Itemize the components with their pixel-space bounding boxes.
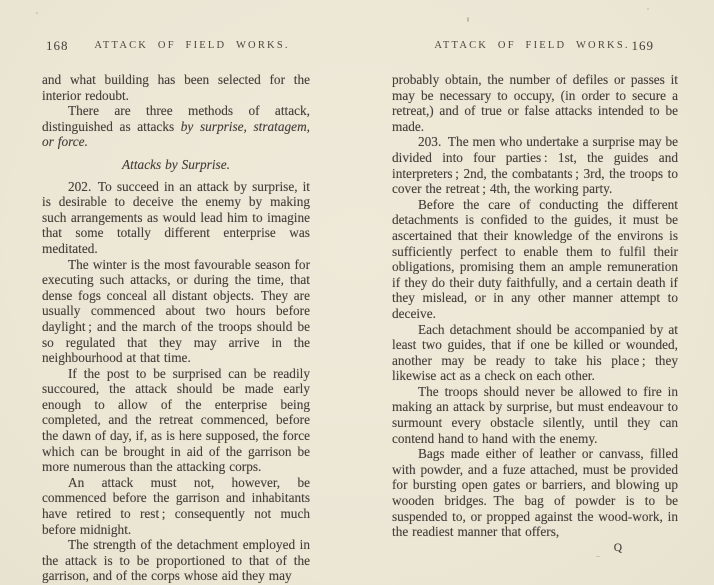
paragraph <box>42 179 310 257</box>
body-text: There are three methods of attack, distinguished as attacks <box>42 103 310 134</box>
body-text: An attack must not, however, be commenced before the garrison and inhabitants have retired to rest ; consequently not much before midnight. <box>42 474 310 537</box>
body-text: If the post to be surprised can be readily succoured, the attack should be made early enough to allow of the enterprise being completed, and the retreat commenced, before the dawn of day, if, as is here supposed, the force which can be brought in aid of the garrison be more numerous than the attacking corps. <box>42 365 310 475</box>
running-title: ATTACK OF FIELD WORKS. <box>94 40 290 51</box>
page-number: 168 <box>46 38 69 53</box>
page-number: 169 <box>631 38 654 53</box>
body-text: 202. To succeed in an attack by surprise, it is desirable to deceive the enemy by making such arrangements as would lead him to imagine that some totally different enterprise was meditated. <box>42 178 310 256</box>
paragraph <box>42 72 310 103</box>
paragraph <box>42 475 310 537</box>
body-text: probably obtain, the number of defiles or passes it may be necessary to occupy, (in order to secure a retreat,) and of true or false attacks intended to be made. <box>392 72 678 134</box>
body-text: and what building has been selected for the interior redoubt. <box>42 72 310 103</box>
body-text: The troops should never be allowed to fire in making an attack by surprise, but must endeavour to surmount every obstacle silently, until they can contend hand to hand with the enemy. <box>392 383 678 446</box>
paragraph <box>42 537 310 584</box>
page-header <box>42 40 310 56</box>
paragraph <box>42 257 310 366</box>
paragraph <box>392 72 678 134</box>
paragraph <box>392 384 678 446</box>
paragraph <box>42 103 310 150</box>
scan-speck <box>467 17 469 22</box>
right-page <box>392 40 678 554</box>
running-title: ATTACK OF FIELD WORKS. <box>434 40 630 51</box>
scan-speck <box>647 8 649 10</box>
body-text: Bags made either of leather or canvass, filled with powder, and a fuze attached, must be provided for bursting open gates or barriers, and blowing up wooden bridges. The bag of powder is to be suspended to, or propped against the wood-work, in the readiest manner that offers, <box>392 446 678 540</box>
body-text: Each detachment should be accompanied by at least two guides, that if one be killed or wounded, another may be ready to take his place ; they likewise act as a check on each other. <box>392 321 678 384</box>
section-heading <box>42 157 310 173</box>
paragraph <box>392 197 678 322</box>
text-column <box>392 72 678 540</box>
page-header <box>392 40 678 56</box>
italic-text: by surprise, stratagem, or force. <box>42 118 311 150</box>
paragraph <box>42 366 310 475</box>
body-text: Before the care of conducting the different detachments is confided to the guides, it must be ascertained that their knowledge of the environs is sufficiently perfect to enable them to fulfil their obligations, promising them an ample remuneration if they do their duty faithfully, and a certain death if they mislead, or in any other manner attempt to deceive. <box>392 196 678 321</box>
scan-speck <box>596 556 600 557</box>
body-text: The winter is the most favourable season for executing such attacks, or during the time, that dense fogs conceal all distant objects. They are usually commenced about two hours before daylight ; and the march of the troops should be so regulated that they may arrive in the neighbourhood at that time. <box>42 256 310 366</box>
paragraph <box>392 134 678 196</box>
body-text: 203. The men who undertake a surprise may be divided into four parties : 1st, the guides and interpreters ; 2nd, the combatants ; 3rd, the troops to cover the retreat ; 4th, the working party. <box>392 134 678 197</box>
text-column <box>42 72 310 584</box>
left-page <box>42 40 310 584</box>
scan-speck <box>36 12 38 14</box>
italic-text: Attacks by Surprise. <box>122 156 230 172</box>
signature-mark: Q <box>613 541 622 554</box>
body-text: The strength of the detachment employed in the attack is to be proportioned to that of the garrison, and of the corps whose aid they may <box>42 537 310 584</box>
paragraph <box>392 446 678 540</box>
paragraph <box>392 322 678 384</box>
